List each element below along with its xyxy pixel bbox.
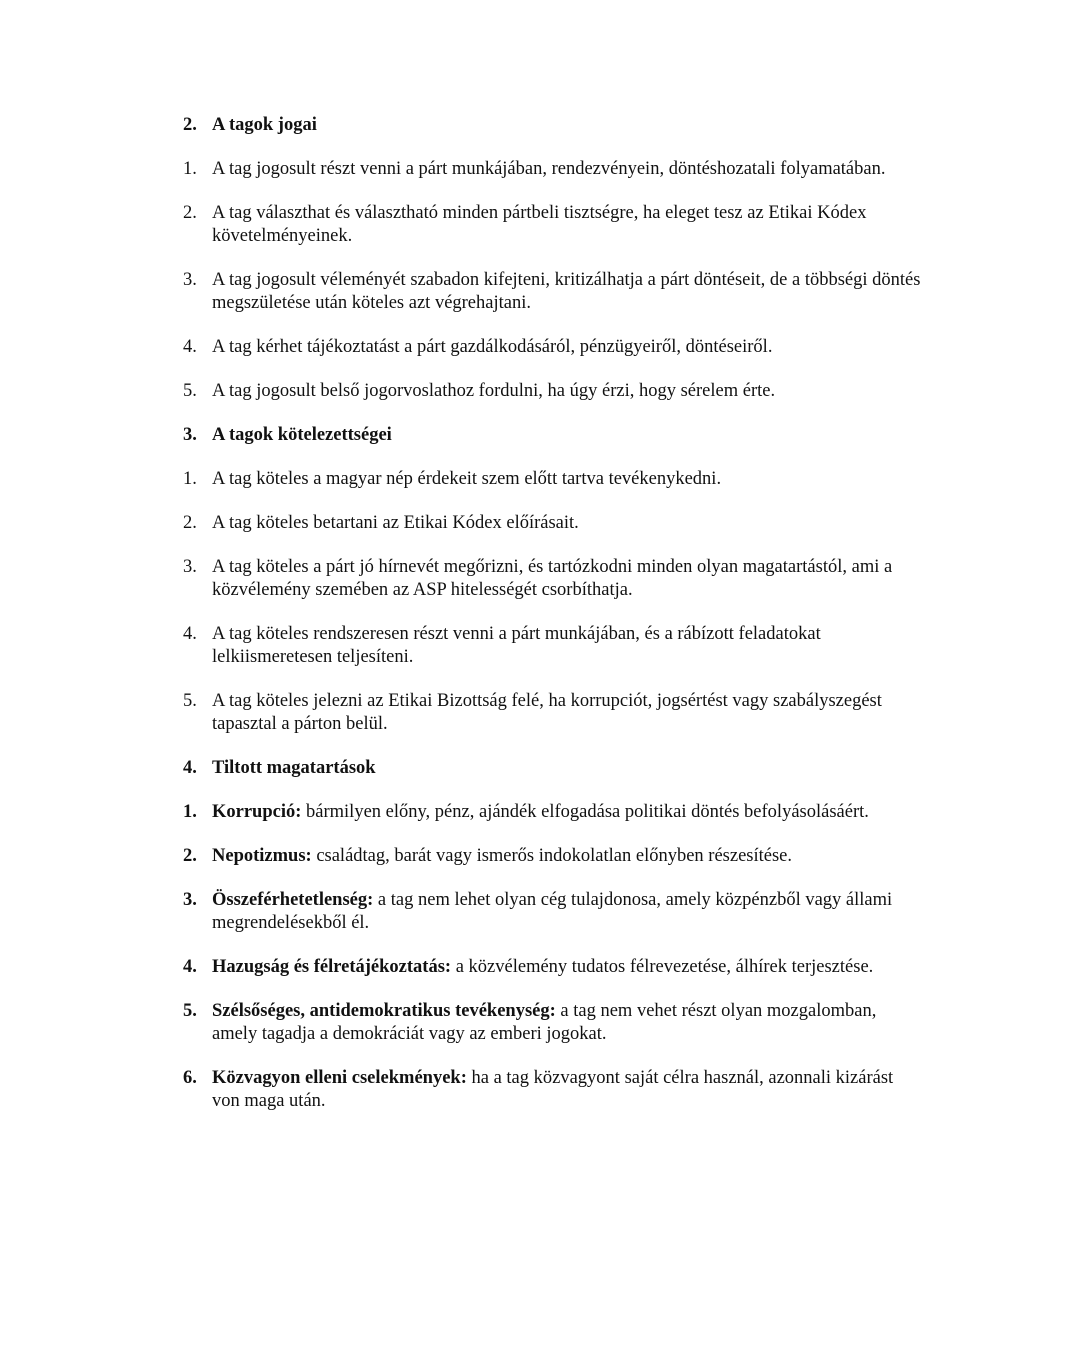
list-item: [183, 623, 923, 669]
document-body: [183, 114, 923, 1134]
item-number: 6.: [183, 1068, 197, 1088]
item-text: bármilyen előny, pénz, ajándék elfogadása politikai döntés befolyásolásáért.: [306, 802, 869, 822]
item-text: A tag köteles a magyar nép érdekeit szem előtt tartva tevékenykedni.: [212, 469, 722, 489]
list-item: [183, 690, 923, 736]
section-heading: [183, 114, 923, 137]
item-number: 3.: [183, 890, 197, 910]
item-text: a tag nem vehet részt olyan mozgalomban, amely tagadja a demokráciát vagy az emberi jogokat.: [212, 1001, 877, 1044]
item-number: 5.: [183, 1001, 197, 1021]
item-term: Szélsőséges, antidemokratikus tevékenység:: [212, 1001, 556, 1021]
item-number: 4.: [183, 624, 197, 644]
list-item: [183, 512, 923, 535]
item-text: A tag jogosult részt venni a párt munkájában, rendezvényein, döntéshozatali folyamatában.: [212, 159, 886, 179]
list-item: [183, 801, 923, 824]
item-term: Hazugság és félretájékoztatás:: [212, 957, 452, 977]
item-text: a közvélemény tudatos félrevezetése, álhírek terjesztése.: [455, 957, 874, 977]
item-number: 3.: [183, 270, 197, 290]
section-title: Tiltott magatartások: [212, 758, 376, 778]
section-number: 2.: [183, 115, 197, 135]
item-number: 1.: [183, 159, 197, 179]
item-number: 3.: [183, 557, 197, 577]
section-title: A tagok kötelezettségei: [212, 425, 392, 445]
list-item: [183, 468, 923, 491]
list-item: [183, 556, 923, 602]
item-text: A tag köteles rendszeresen részt venni a párt munkájában, és a rábízott feladatokat lelkiismeretesen teljesíteni.: [212, 624, 821, 667]
list-item: [183, 336, 923, 359]
item-term: Nepotizmus:: [212, 846, 312, 866]
item-number: 4.: [183, 337, 197, 357]
item-text: A tag kérhet tájékoztatást a párt gazdálkodásáról, pénzügyeiről, döntéseiről.: [212, 337, 773, 357]
item-text: a tag nem lehet olyan cég tulajdonosa, amely közpénzből vagy állami megrendelésekből él.: [212, 890, 893, 933]
item-number: 4.: [183, 957, 197, 977]
item-term: Korrupció:: [212, 802, 302, 822]
list-item: [183, 956, 923, 979]
item-text: ha a tag közvagyont saját célra használ, azonnali kizárást von maga után.: [212, 1068, 894, 1111]
item-text: A tag jogosult belső jogorvoslathoz fordulni, ha úgy érzi, hogy sérelem érte.: [212, 381, 776, 401]
list-item: [183, 269, 923, 315]
section-title: A tagok jogai: [212, 115, 317, 135]
item-text: családtag, barát vagy ismerős indokolatlan előnyben részesítése.: [316, 846, 793, 866]
item-text: A tag választhat és választható minden pártbeli tisztségre, ha eleget tesz az Etikai Kódex követelményeinek.: [212, 203, 867, 246]
item-text: A tag köteles a párt jó hírnevét megőrizni, és tartózkodni minden olyan magatartástól, ami a közvélemény szemében az ASP hitelességét csorbíthatja.: [212, 557, 893, 600]
list-item: [183, 202, 923, 248]
list-item: [183, 1000, 923, 1046]
list-item: [183, 845, 923, 868]
list-item: [183, 380, 923, 403]
item-text: A tag köteles jelezni az Etikai Bizottság felé, ha korrupciót, jogsértést vagy szabályszegést tapasztal a párton belül.: [212, 691, 882, 734]
list-item: [183, 889, 923, 935]
item-text: A tag köteles betartani az Etikai Kódex előírásait.: [212, 513, 579, 533]
item-number: 2.: [183, 513, 197, 533]
item-number: 2.: [183, 846, 197, 866]
list-item: [183, 1067, 923, 1113]
list-item: [183, 158, 923, 181]
item-number: 2.: [183, 203, 197, 223]
section-number: 3.: [183, 425, 197, 445]
section-number: 4.: [183, 758, 197, 778]
item-text: A tag jogosult véleményét szabadon kifejteni, kritizálhatja a párt döntéseit, de a többségi döntés megszületése után köteles azt végrehajtani.: [212, 270, 921, 313]
item-number: 1.: [183, 469, 197, 489]
item-number: 1.: [183, 802, 197, 822]
section-heading: [183, 424, 923, 447]
item-term: Közvagyon elleni cselekmények:: [212, 1068, 467, 1088]
section-heading: [183, 757, 923, 780]
item-number: 5.: [183, 691, 197, 711]
item-number: 5.: [183, 381, 197, 401]
item-term: Összeférhetetlenség:: [212, 890, 374, 910]
